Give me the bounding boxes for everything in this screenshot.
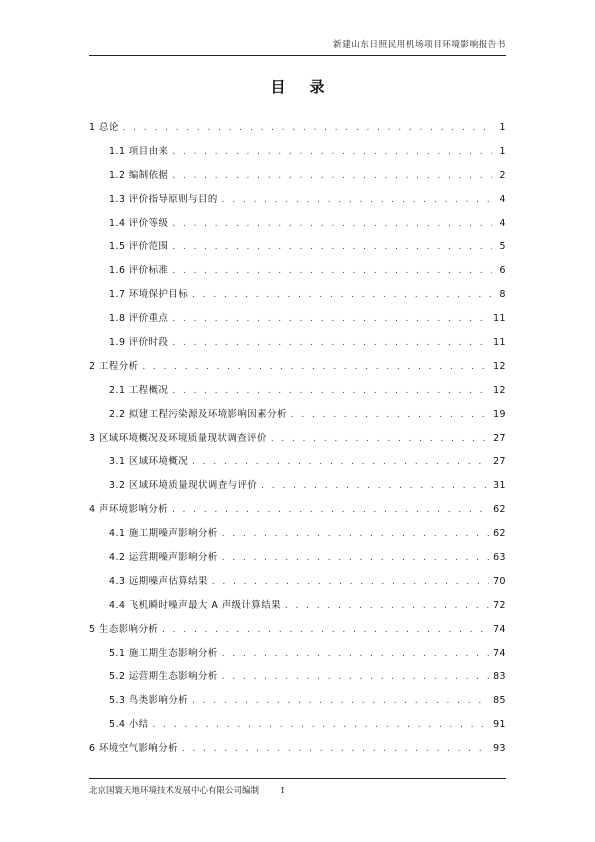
toc-dot-leader [291,405,489,425]
toc-entry-title: 3.1 区域环境概况 [109,456,189,468]
toc-section-entry[interactable] [89,572,506,596]
toc-entry-title: 5.4 小结 [109,719,149,731]
toc-entry-page: 12 [493,384,506,396]
page-footer [89,778,506,796]
toc-entry-page: 83 [493,671,506,683]
toc-entry-page: 11 [493,337,506,349]
toc-entry-page: 91 [493,719,506,731]
toc-entry-title: 1.2 编制依据 [109,169,169,181]
toc-section-entry[interactable] [89,476,506,500]
toc-dot-leader [192,452,489,472]
toc-chapter-entry[interactable] [89,429,506,453]
toc-dot-leader [222,548,489,568]
toc-section-entry[interactable] [89,405,506,429]
page-header [89,38,506,56]
toc-section-entry[interactable] [89,261,506,285]
toc-section-entry[interactable] [89,166,506,190]
toc-section-entry[interactable] [89,452,506,476]
toc-entry-page: 70 [493,575,506,587]
toc-section-entry[interactable] [89,285,506,309]
toc-chapter-entry[interactable] [89,739,506,763]
toc-entry-title: 1.5 评价范围 [109,241,169,253]
toc-dot-leader [172,309,489,329]
toc-entry-title: 1.4 评价等级 [109,217,169,229]
toc-dot-leader [212,572,489,592]
toc-entry-title: 5.2 运营期生态影响分析 [109,671,218,683]
toc-entry-title: 2.1 工程概况 [109,384,169,396]
footer-org: 北京国寰天地环境技术发展中心有限公司编制 [89,786,260,796]
toc-dot-leader [192,285,492,305]
toc-chapter-entry[interactable] [89,118,506,142]
toc-dot-leader [172,500,489,520]
toc-entry-page: 93 [493,743,506,755]
toc-entry-title: 3 区域环境概况及环境质量现状调查评价 [89,432,267,444]
toc-dot-leader [261,476,489,496]
toc-dot-leader [172,237,492,257]
toc-entry-title: 1 总论 [89,122,119,133]
toc-dot-leader [172,166,492,186]
toc-entry-page: 19 [493,408,506,420]
title-char-1: 目 [270,78,286,96]
toc-entry-page: 27 [493,456,506,468]
toc-entry-title: 3.2 区域环境质量现状调查与评价 [109,480,258,492]
toc-section-entry[interactable] [89,381,506,405]
toc-dot-leader [192,691,489,711]
toc-entry-title: 1.7 环境保护目标 [109,289,189,301]
toc-entry-title: 5.3 鸟类影响分析 [109,695,189,707]
toc-entry-page: 62 [493,528,506,540]
toc-entry-title: 4.4 飞机瞬时噪声最大 A 声级计算结果 [109,599,282,611]
toc-entry-page: 6 [499,265,506,277]
toc-chapter-entry[interactable] [89,620,506,644]
toc-chapter-entry[interactable] [89,500,506,524]
toc-entry-page: 11 [493,313,506,325]
toc-entry-page: 4 [499,217,506,229]
footer-page-number: I [281,786,285,796]
toc-entry-page: 63 [493,552,506,564]
toc-entry-title: 4.1 施工期噪声影响分析 [109,528,218,540]
toc-section-entry[interactable] [89,333,506,357]
toc-entry-title: 1.6 评价标准 [109,265,169,277]
toc-section-entry[interactable] [89,691,506,715]
toc-dot-leader [172,261,492,281]
toc-entry-page: 2 [499,169,506,181]
toc-entry-page: 27 [493,432,506,444]
toc-dot-leader [182,739,489,759]
toc-dot-leader [222,667,489,687]
table-of-contents [89,118,506,763]
toc-entry-page: 1 [499,145,506,157]
toc-dot-leader [123,118,492,138]
toc-entry-title: 5.1 施工期生态影响分析 [109,647,218,659]
toc-section-entry[interactable] [89,309,506,333]
toc-section-entry[interactable] [89,548,506,572]
toc-dot-leader [285,596,489,616]
toc-entry-title: 4 声环境影响分析 [89,504,169,516]
toc-section-entry[interactable] [89,524,506,548]
toc-entry-page: 4 [499,193,506,205]
toc-entry-title: 5 生态影响分析 [89,623,159,635]
toc-section-entry[interactable] [89,214,506,238]
toc-section-entry[interactable] [89,596,506,620]
toc-entry-page: 8 [499,289,506,301]
toc-entry-page: 1 [499,122,506,133]
toc-dot-leader [172,333,489,353]
toc-section-entry[interactable] [89,237,506,261]
toc-dot-leader [222,524,489,544]
toc-entry-page: 74 [493,647,506,659]
toc-entry-title: 6 环境空气影响分析 [89,743,178,755]
toc-entry-page: 31 [493,480,506,492]
toc-entry-title: 1.8 评价重点 [109,313,169,325]
toc-entry-page: 62 [493,504,506,516]
toc-entry-title: 4.2 运营期噪声影响分析 [109,552,218,564]
title-char-2: 录 [309,78,325,96]
toc-dot-leader [172,142,492,162]
toc-dot-leader [172,381,489,401]
toc-entry-page: 72 [493,599,506,611]
toc-entry-page: 85 [493,695,506,707]
toc-entry-title: 1.1 项目由来 [109,145,169,157]
toc-dot-leader [271,429,489,449]
page-title [0,76,595,97]
toc-dot-leader [172,214,492,234]
toc-entry-title: 2.2 拟建工程污染源及环境影响因素分析 [109,408,287,420]
toc-dot-leader [153,715,489,735]
toc-section-entry[interactable] [89,190,506,214]
toc-entry-page: 12 [493,360,506,372]
toc-dot-leader [222,644,489,664]
toc-section-entry[interactable] [89,667,506,691]
toc-entry-page: 74 [493,623,506,635]
toc-section-entry[interactable] [89,644,506,668]
toc-section-entry[interactable] [89,715,506,739]
header-text: 新建山东日照民用机场项目环境影响报告书 [333,40,506,50]
toc-section-entry[interactable] [89,142,506,166]
toc-entry-page: 5 [499,241,506,253]
toc-chapter-entry[interactable] [89,357,506,381]
toc-dot-leader [162,620,489,640]
toc-dot-leader [142,357,489,377]
toc-entry-title: 2 工程分析 [89,360,139,372]
toc-dot-leader [222,190,492,210]
toc-entry-title: 4.3 远期噪声估算结果 [109,575,208,587]
toc-entry-title: 1.3 评价指导原则与目的 [109,193,218,205]
toc-entry-title: 1.9 评价时段 [109,337,169,349]
